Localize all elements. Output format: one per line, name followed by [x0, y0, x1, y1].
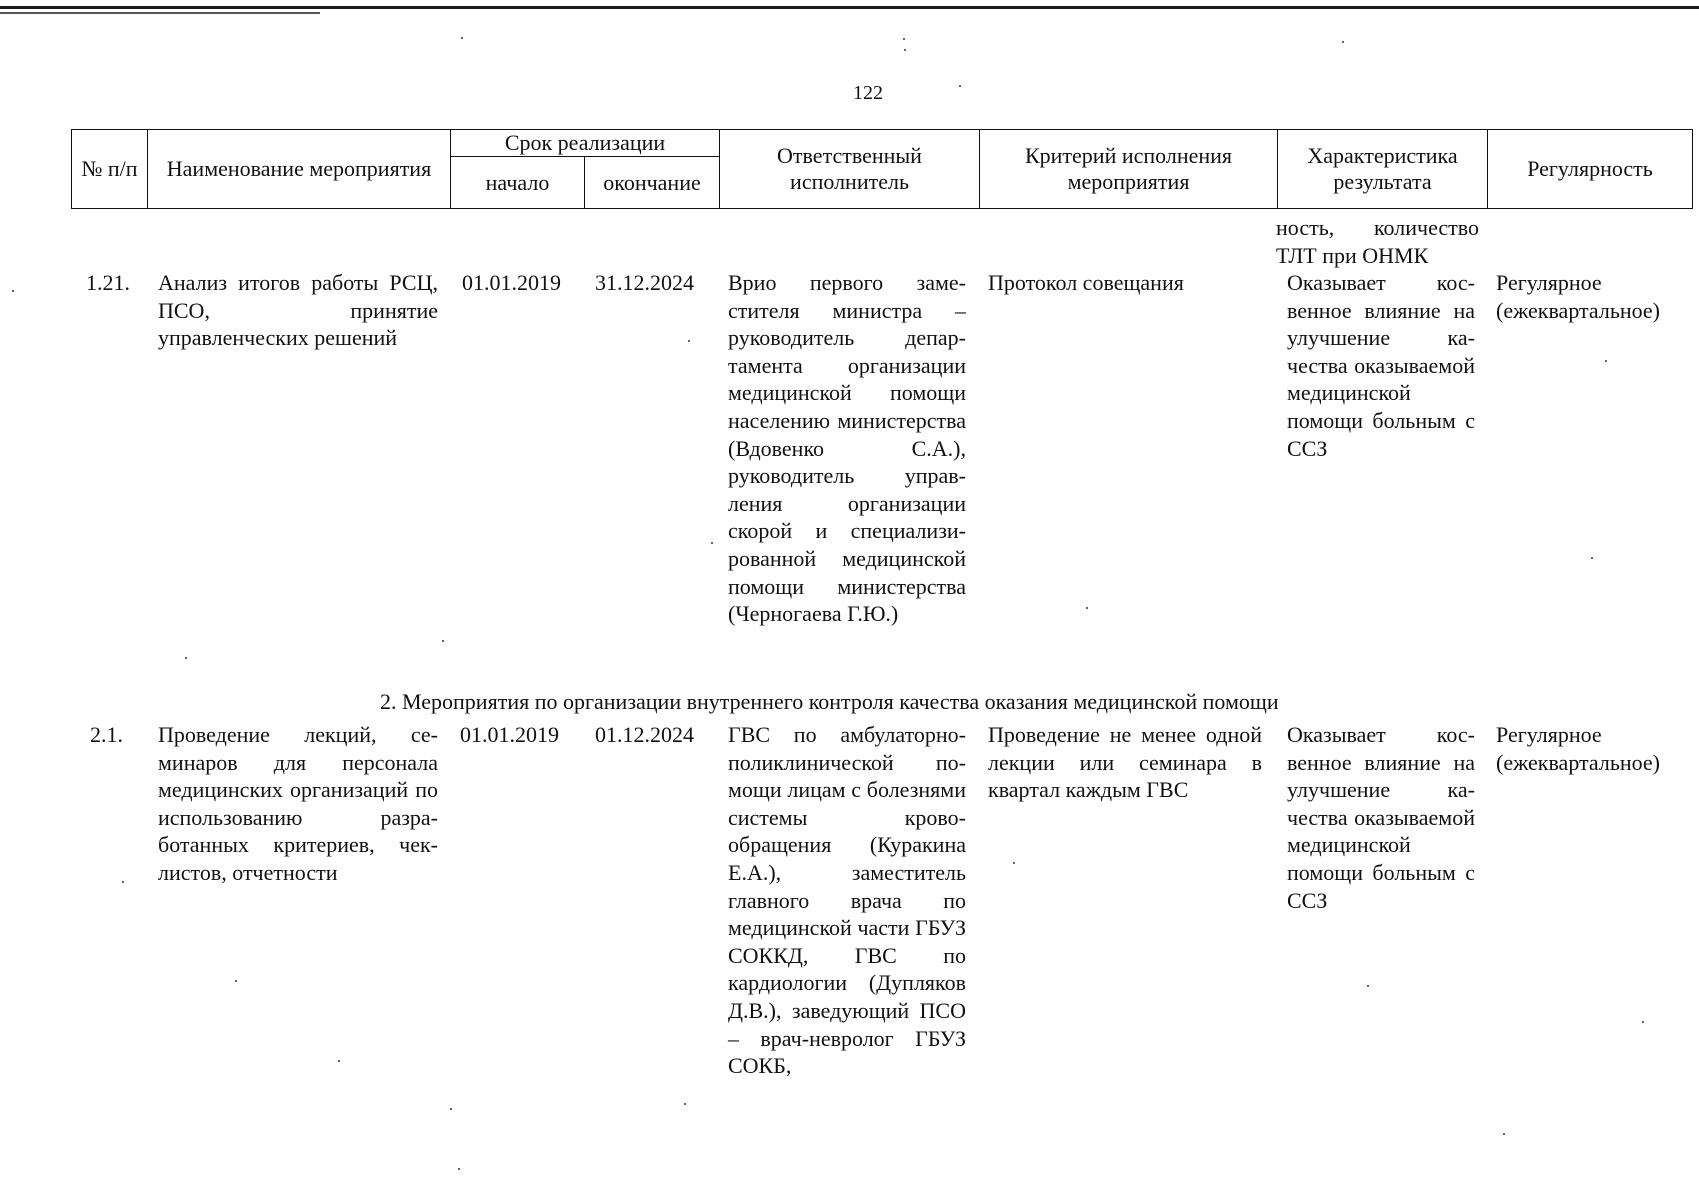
section-title: 2. Мероприятия по организации внутреннего контроля качества оказания медицинской помощи — [380, 689, 1279, 714]
row-end: 01.12.2024 — [595, 722, 694, 747]
row-num: 2.1. — [90, 722, 123, 747]
row-end: 31.12.2024 — [595, 270, 694, 295]
row-num: 1.21. — [86, 270, 130, 295]
table-header — [71, 129, 1693, 209]
header-start: начало — [451, 157, 585, 209]
header-period: Срок реализации — [451, 130, 720, 157]
header-regularity: Регулярность — [1488, 130, 1693, 209]
row-result: Оказывает косвенное влияние на улучшение качества оказываемой медицинской помощи больным с ССЗ — [1287, 722, 1475, 913]
header-responsible: Ответственный исполнитель — [720, 130, 980, 209]
header-end: окончание — [585, 157, 720, 209]
row-result: Оказывает косвенное влияние на улучшение качества оказываемой медицинской помощи больным с ССЗ — [1287, 270, 1475, 461]
row-start: 01.01.2019 — [462, 270, 561, 295]
row-regularity: Регулярное (ежеквартальное) — [1496, 722, 1661, 775]
row-name: Проведение лекций, семинаров для персонала медицинских организаций по использованию разработанных критериев, чек-листов, отчетности — [158, 722, 438, 885]
row-criterion: Проведение не менее одной лекции или семинара в квартал каждым ГВС — [988, 722, 1262, 803]
row-regularity: Регулярное (ежеквартальное) — [1496, 270, 1661, 323]
header-name: Наименование мероприятия — [148, 130, 451, 209]
header-result: Характеристика результата — [1278, 130, 1488, 209]
row-responsible: ГВС по амбулаторно-поликлинической помощи лицам с болезнями системы кровообращения (Куракина Е.А.), заместитель главного врача по медицинской части ГБУЗ СОККД, ГВС по кардиологии (Дупляков Д.В.), заведующий ПСО – врач-невролог ГБУЗ СОКБ, — [728, 722, 966, 1079]
row-criterion: Протокол совещания — [988, 270, 1184, 295]
row-responsible: Врио первого заместителя министра – руководитель департамента организации медицинской помощи населению министерства (Вдовенко С.А.), руководитель управления организации скорой и специализированной медицинской помощи министерства (Черногаева Г.Ю.) — [728, 270, 966, 627]
carryover-text: ность, количество ТЛТ при ОНМК — [1276, 215, 1479, 268]
header-num: № п/п — [72, 130, 148, 209]
row-start: 01.01.2019 — [460, 722, 559, 747]
row-name: Анализ итогов работы РСЦ, ПСО, принятие управленческих решений — [158, 270, 438, 351]
top-border-rule-thin — [0, 12, 320, 14]
top-border-rule — [0, 6, 1699, 9]
header-criterion: Критерий исполнения мероприятия — [980, 130, 1278, 209]
page-number: 122 — [853, 82, 883, 104]
